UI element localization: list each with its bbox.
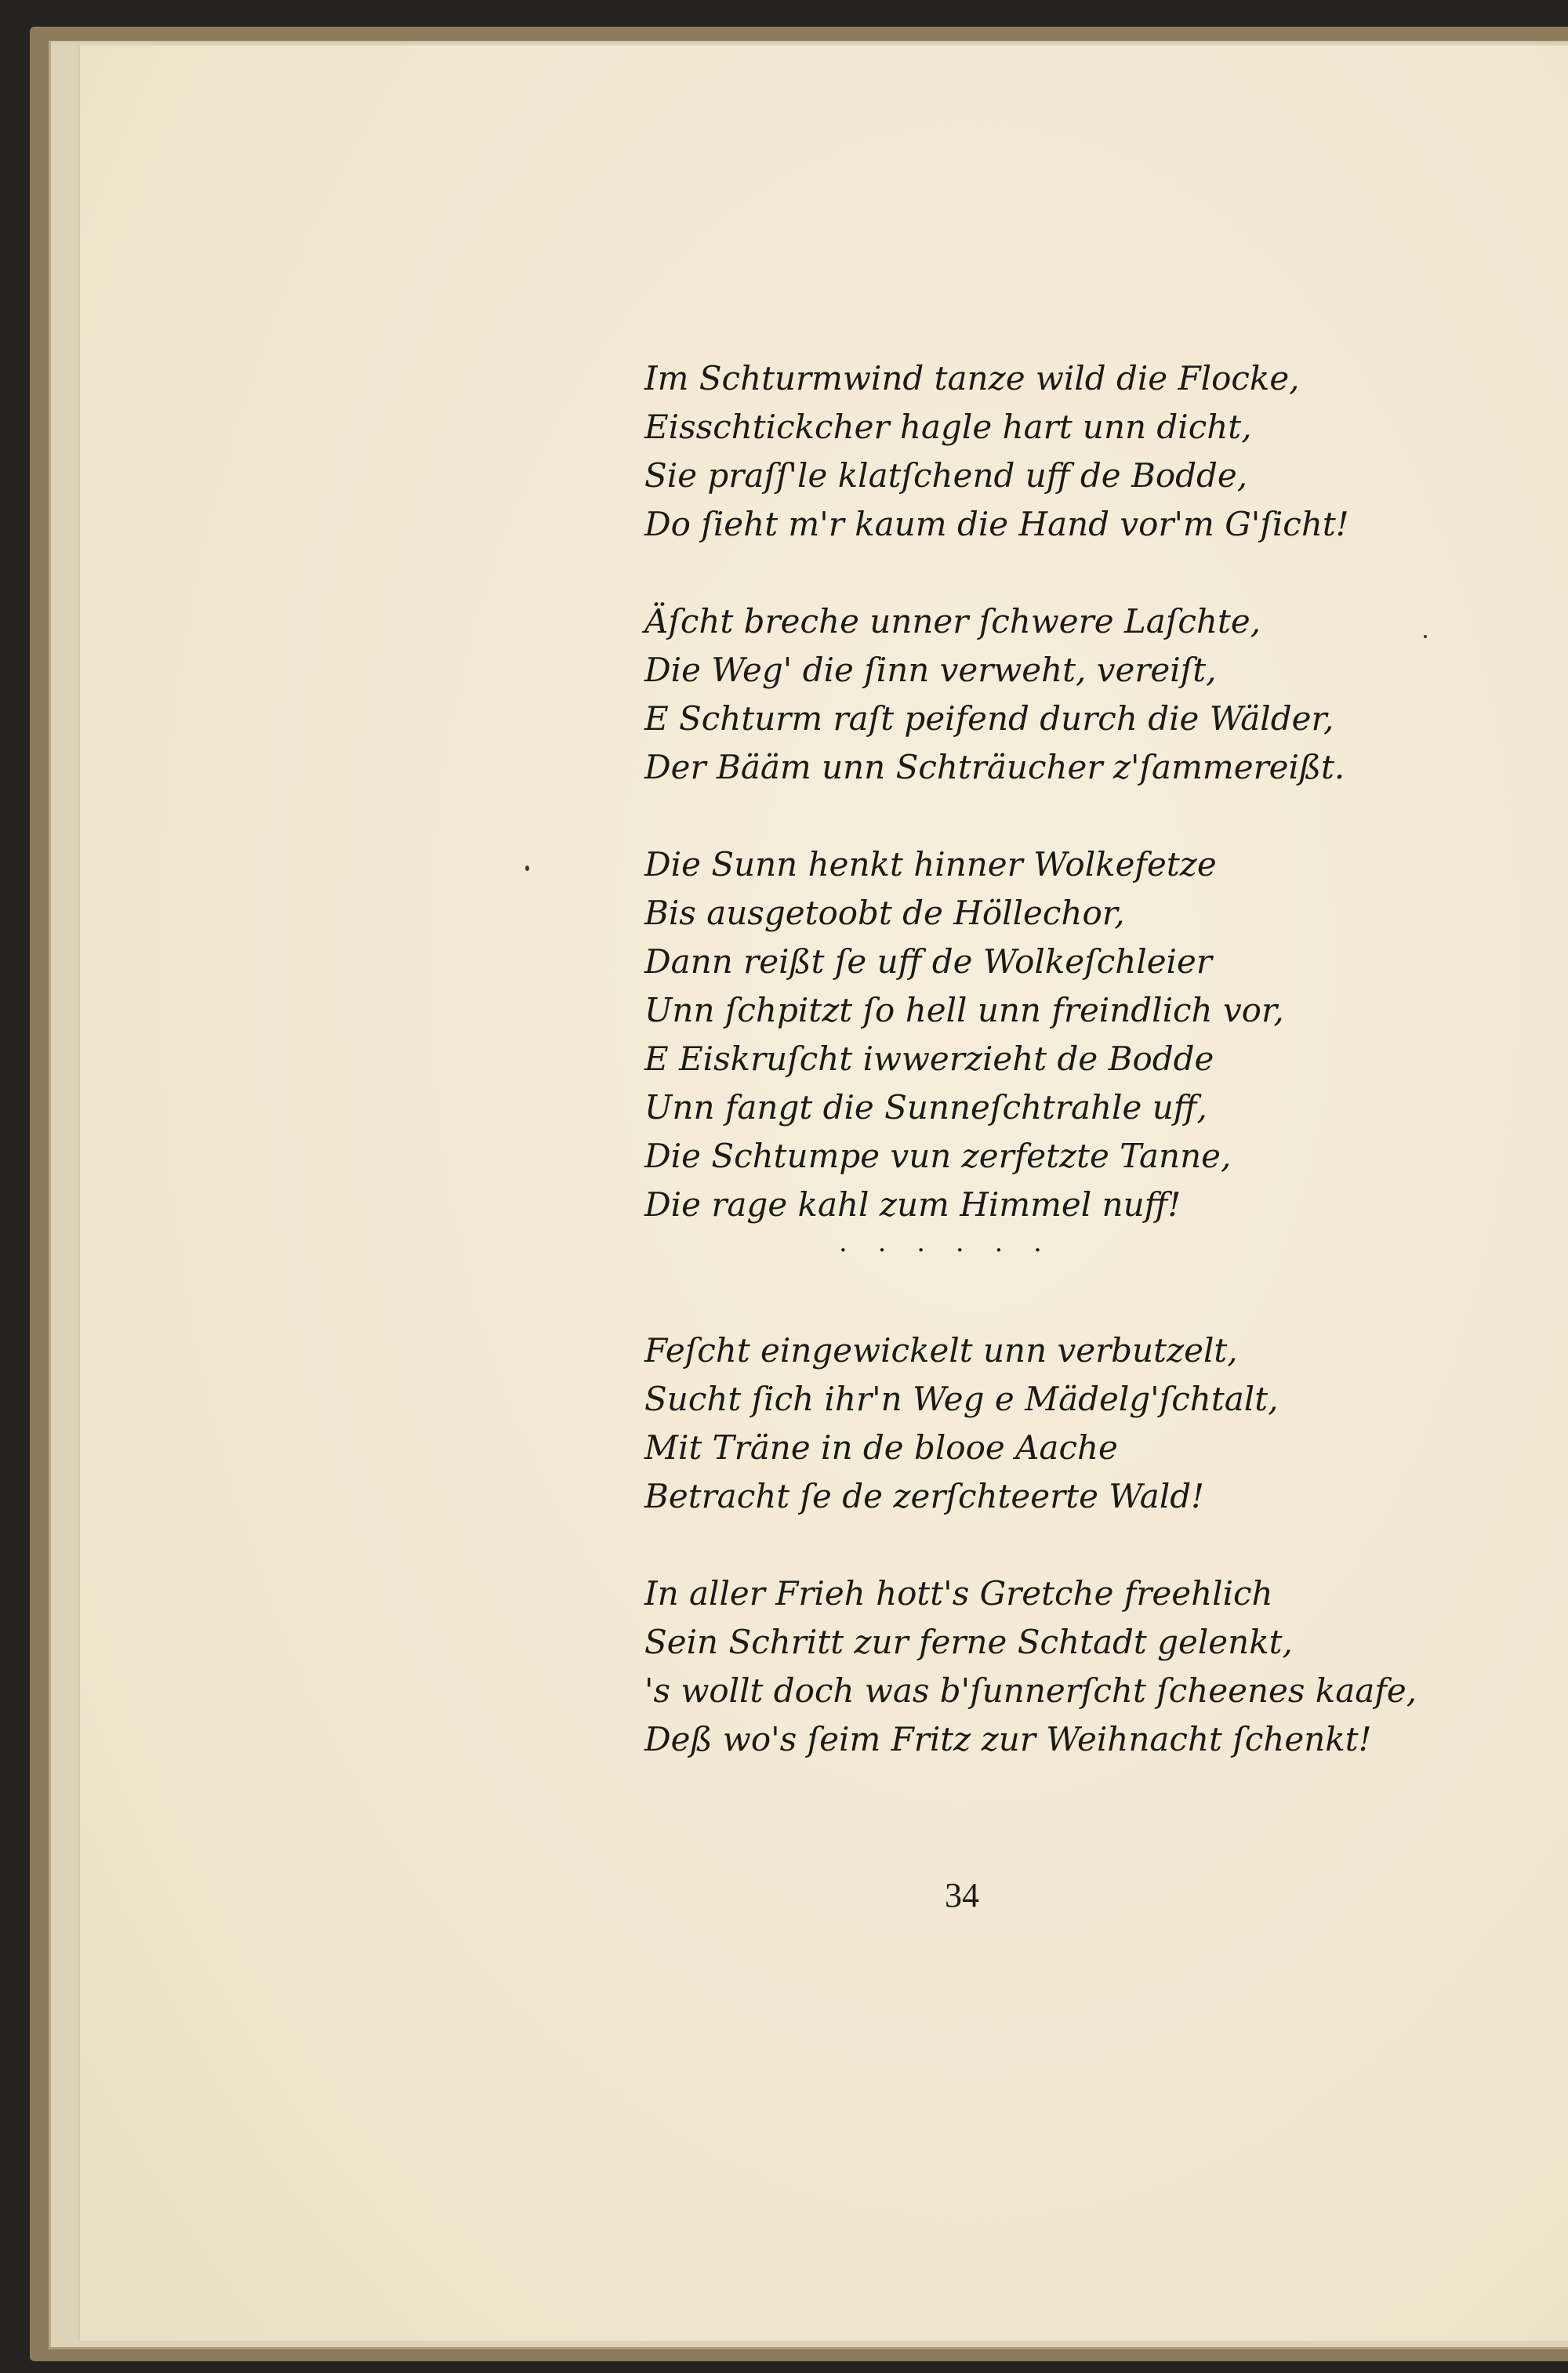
- stanza-5: [644, 1569, 1507, 1764]
- poem-line: Unn fangt die Sunneſchtrahle uff,: [644, 1088, 1207, 1127]
- poem-line: Die Sunn henkt hinner Wolkefetze: [644, 845, 1217, 884]
- poem-line: Die rage kahl zum Himmel nuff!: [644, 1185, 1181, 1224]
- poem-line: Sucht ſich ihr'n Weg e Mädelg'ſchtalt,: [644, 1380, 1279, 1418]
- stanza-gap: [644, 1278, 1507, 1326]
- poem-line: Sein Schritt zur ferne Schtadt gelenkt,: [644, 1623, 1293, 1661]
- poem-line: Der Bääm unn Schträucher z'ſammereißt.: [644, 748, 1345, 786]
- poem-line: Deß wo's ſeim Fritz zur Weihnacht ſchenkt!: [644, 1720, 1372, 1758]
- stanza-gap: [644, 1521, 1507, 1569]
- poem-line: In aller Frieh hott's Gretche freehlich: [644, 1574, 1273, 1613]
- stanza-2: [644, 597, 1507, 792]
- poem-line: Äſcht breche unner ſchwere Laſchte,: [644, 602, 1261, 640]
- poem-line: Die Schtumpe vun zerfetzte Tanne,: [644, 1137, 1232, 1175]
- poem-line: Do ſieht m'r kaum die Hand vor'm G'ſicht!: [644, 505, 1349, 543]
- poem-line: Mit Träne in de blooe Aache: [644, 1428, 1118, 1467]
- poem-text: [644, 354, 1507, 1764]
- poem-line: Dann reißt ſe uff de Wolkeſchleier: [644, 942, 1212, 981]
- poem-line: E Eiskruſcht iwwerzieht de Bodde: [644, 1040, 1214, 1078]
- stanza-1: [644, 354, 1507, 549]
- stanza-gap: [644, 792, 1507, 840]
- poem-line: Im Schturmwind tanze wild die Flocke,: [644, 359, 1300, 397]
- section-separator: · · · · · ·: [839, 1235, 1053, 1266]
- ink-speck: [525, 865, 529, 871]
- stanza-gap: [644, 549, 1507, 597]
- poem-line: Unn ſchpitzt ſo hell unn freindlich vor,: [644, 991, 1284, 1029]
- poem-line: Feſcht eingewickelt unn verbutzelt,: [644, 1331, 1238, 1370]
- poem-line: 's wollt doch was b'ſunnerſcht ſcheenes kaafe,: [644, 1671, 1417, 1710]
- stanza-4: [644, 1326, 1507, 1521]
- poem-line: Bis ausgetoobt de Höllechor,: [644, 894, 1125, 932]
- poem-line: Betracht ſe de zerſchteerte Wald!: [644, 1477, 1205, 1515]
- page-number: 34: [945, 1876, 979, 1914]
- poem-line: Die Weg' die ſinn verweht, vereiſt,: [644, 651, 1217, 689]
- poem-line: Eisschtickcher hagle hart unn dicht,: [644, 408, 1252, 446]
- stanza-3: [644, 840, 1507, 1229]
- poem-line: E Schturm raſt peifend durch die Wälder,: [644, 699, 1334, 738]
- poem-line: Sie praſſ'le klatſchend uff de Bodde,: [644, 456, 1248, 495]
